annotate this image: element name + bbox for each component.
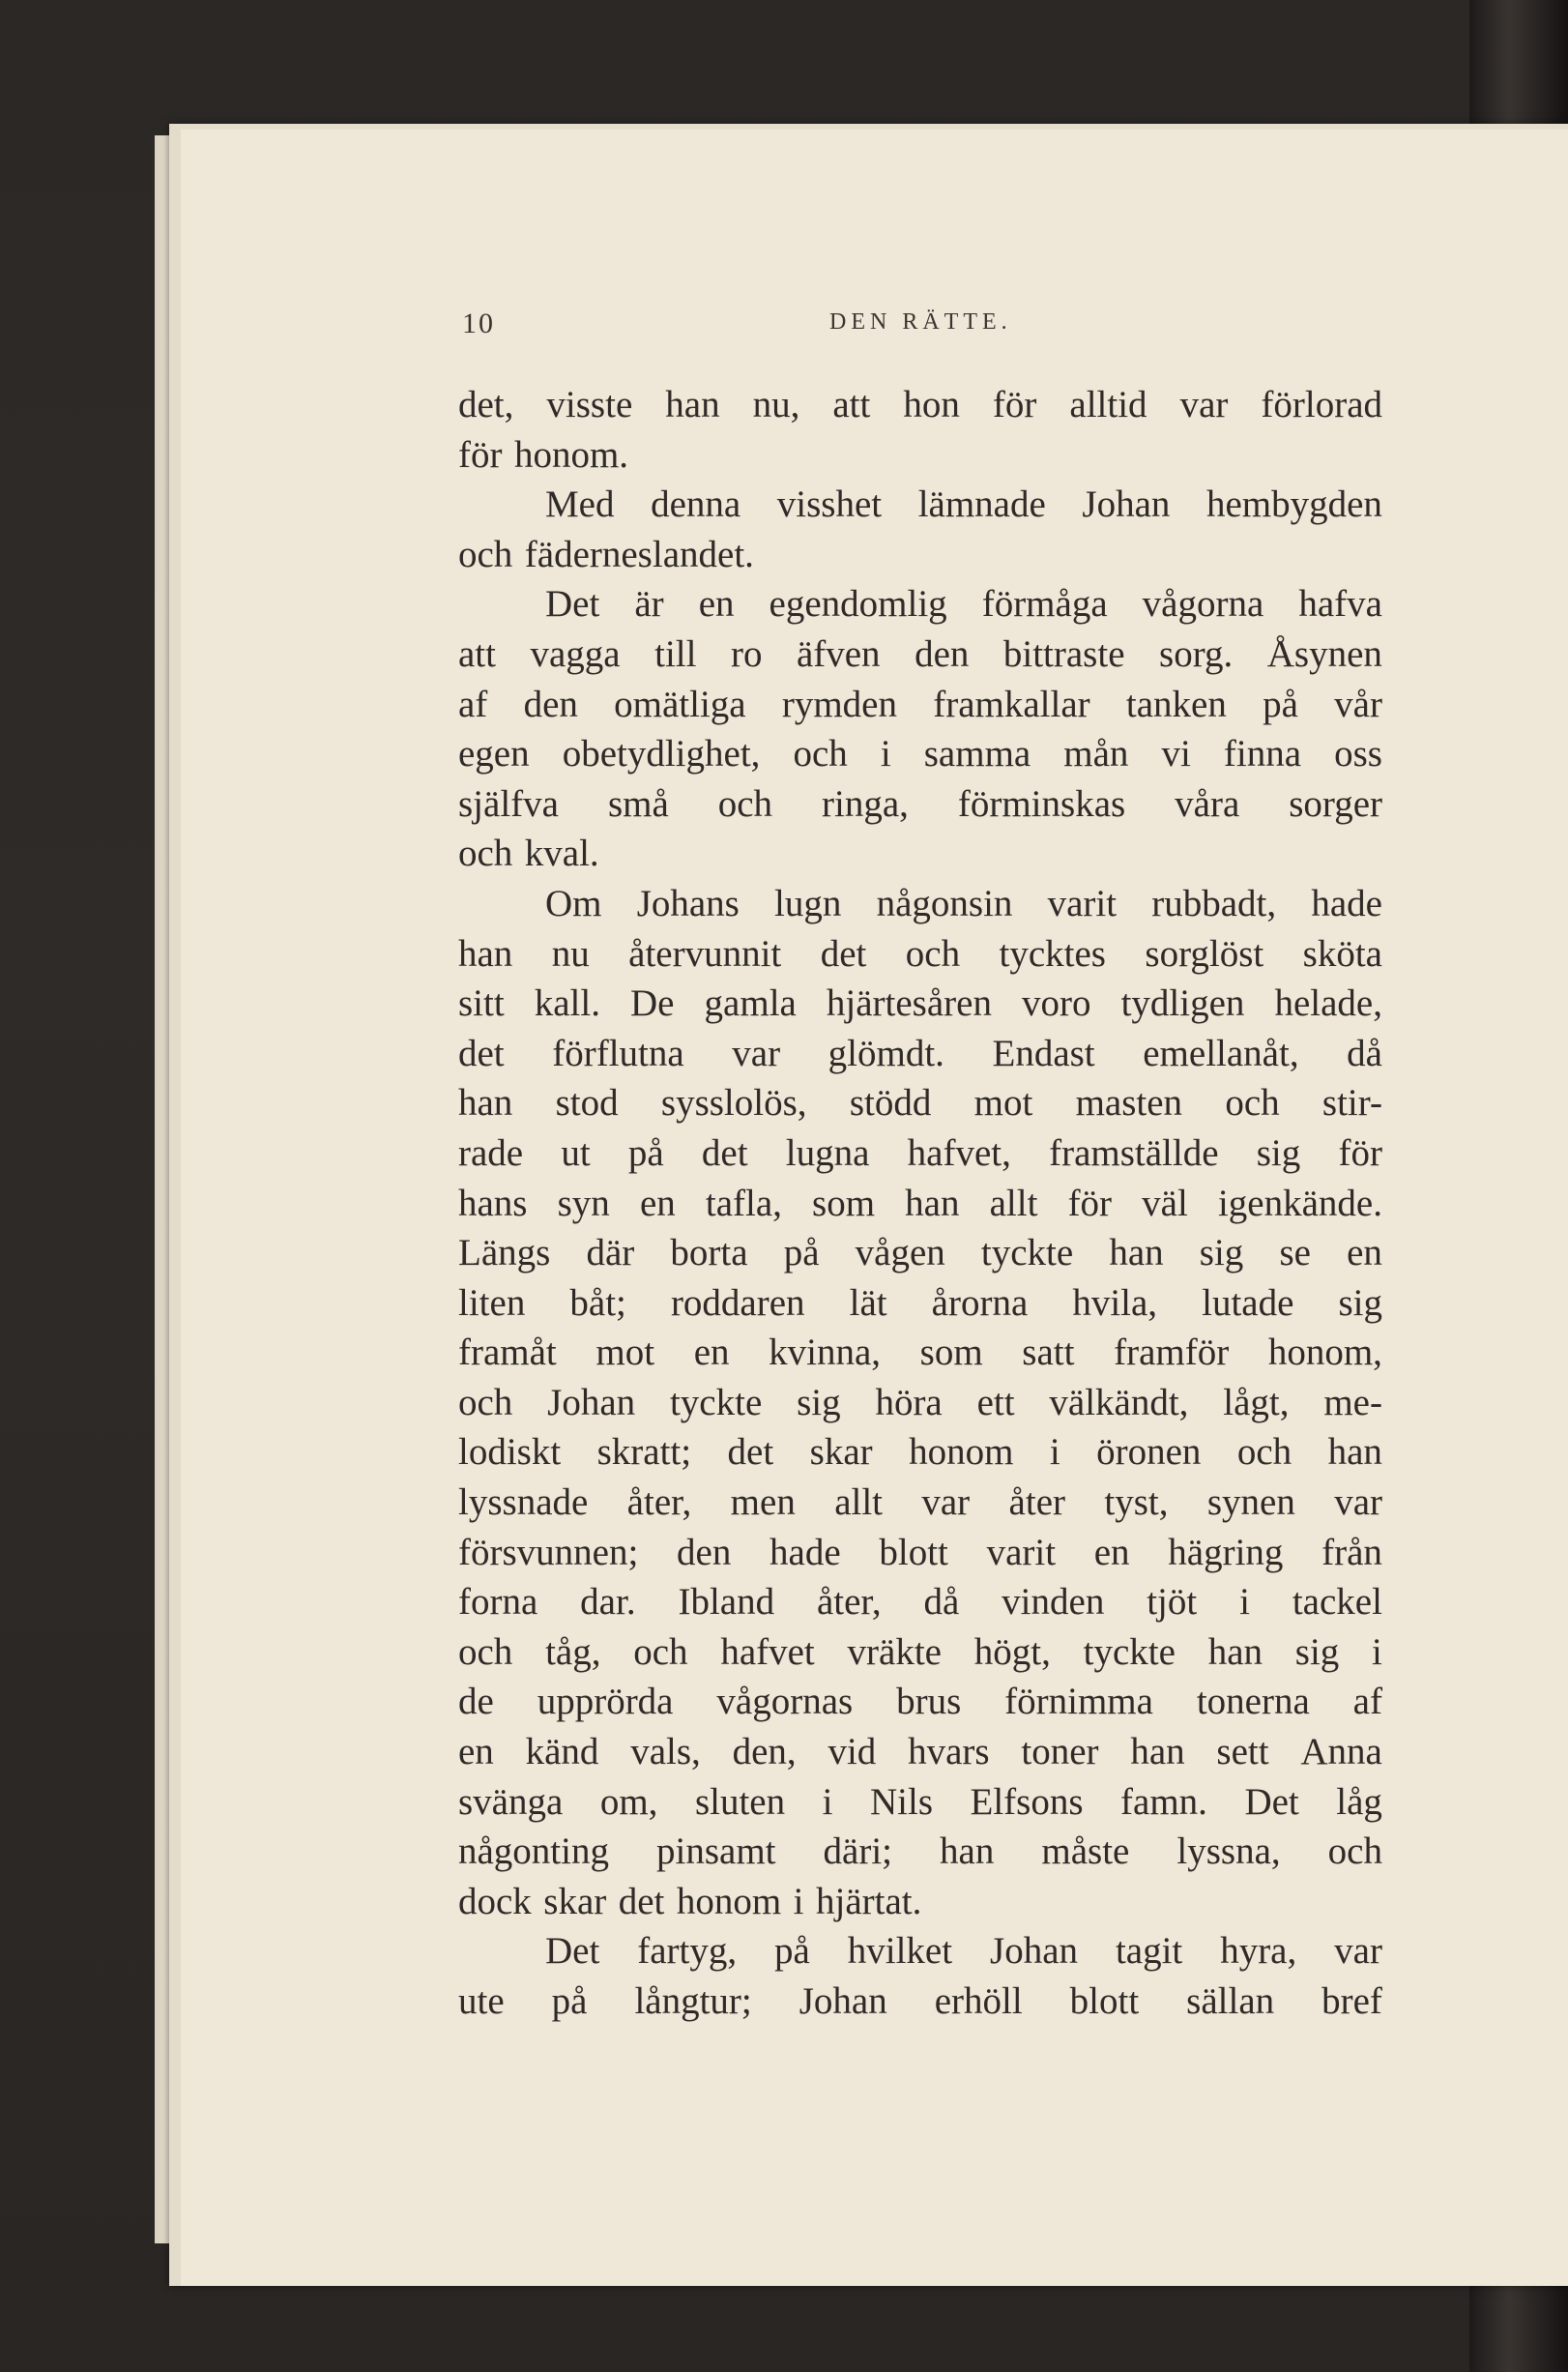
running-head-title: DEN RÄTTE. bbox=[829, 309, 1012, 335]
text-line: för honom. bbox=[458, 433, 629, 476]
text-line: det, visste han nu, att hon för alltid var förlorad bbox=[458, 384, 1382, 425]
text-line: och kval. bbox=[458, 833, 599, 875]
text-line: ute på långtur; Johan erhöll blott sällan bref bbox=[458, 1980, 1382, 2022]
text-line: själfva små och ringa, förminskas våra sorger bbox=[458, 782, 1382, 825]
text-line: att vagga till ro äfven den bittraste sorg. Åsynen bbox=[458, 632, 1382, 675]
text-line: han stod sysslolös, stödd mot masten och stir- bbox=[458, 1082, 1382, 1125]
text-line: framåt mot en kvinna, som satt framför honom, bbox=[458, 1332, 1382, 1374]
text-line: af den omätliga rymden framkallar tanken på vår bbox=[458, 683, 1382, 725]
text-line: sitt kall. De gamla hjärtesåren voro tydligen helade, bbox=[458, 982, 1382, 1025]
text-line: lodiskt skratt; det skar honom i öronen och han bbox=[458, 1431, 1382, 1474]
text-line: egen obetydlighet, och i samma mån vi finna oss bbox=[458, 733, 1382, 776]
text-line: och tåg, och hafvet vräkte högt, tyckte han sig i bbox=[458, 1630, 1382, 1673]
body-text bbox=[458, 380, 1382, 2027]
text-line: rade ut på det lugna hafvet, framställde sig för bbox=[458, 1131, 1382, 1174]
text-line: dock skar det honom i hjärtat. bbox=[458, 1880, 922, 1922]
text-line: Det fartyg, på hvilket Johan tagit hyra, var bbox=[545, 1930, 1382, 1973]
text-line: och fäderneslandet. bbox=[458, 533, 754, 575]
text-line: liten båt; roddaren lät årorna hvila, lutade sig bbox=[458, 1281, 1382, 1324]
text-line: Med denna visshet lämnade Johan hembygden bbox=[545, 483, 1382, 526]
text-line: forna dar. Ibland åter, då vinden tjöt i tackel bbox=[458, 1581, 1382, 1624]
running-head bbox=[462, 307, 1380, 346]
text-line: Det är en egendomlig förmåga vågorna hafva bbox=[545, 583, 1382, 626]
text-line: Om Johans lugn någonsin varit rubbadt, hade bbox=[545, 882, 1382, 924]
text-line: hans syn en tafla, som han allt för väl igenkände. bbox=[458, 1182, 1382, 1224]
text-line: det förflutna var glömdt. Endast emellanåt, då bbox=[458, 1032, 1382, 1074]
text-line: han nu återvunnit det och tycktes sorglöst sköta bbox=[458, 932, 1382, 975]
text-line: svänga om, sluten i Nils Elfsons famn. Det låg bbox=[458, 1780, 1382, 1823]
text-line: någonting pinsamt däri; han måste lyssna, och bbox=[458, 1830, 1382, 1873]
text-line: försvunnen; den hade blott varit en hägring från bbox=[458, 1531, 1382, 1573]
text-line: en känd vals, den, vid hvars toner han sett Anna bbox=[458, 1731, 1382, 1773]
text-line: lyssnade åter, men allt var åter tyst, synen var bbox=[458, 1481, 1382, 1524]
text-line: och Johan tyckte sig höra ett välkändt, lågt, me- bbox=[458, 1381, 1382, 1423]
text-line: Längs där borta på vågen tyckte han sig se en bbox=[458, 1232, 1382, 1274]
page-number: 10 bbox=[462, 307, 495, 339]
text-line: de upprörda vågornas brus förnimma tonerna af bbox=[458, 1681, 1382, 1723]
